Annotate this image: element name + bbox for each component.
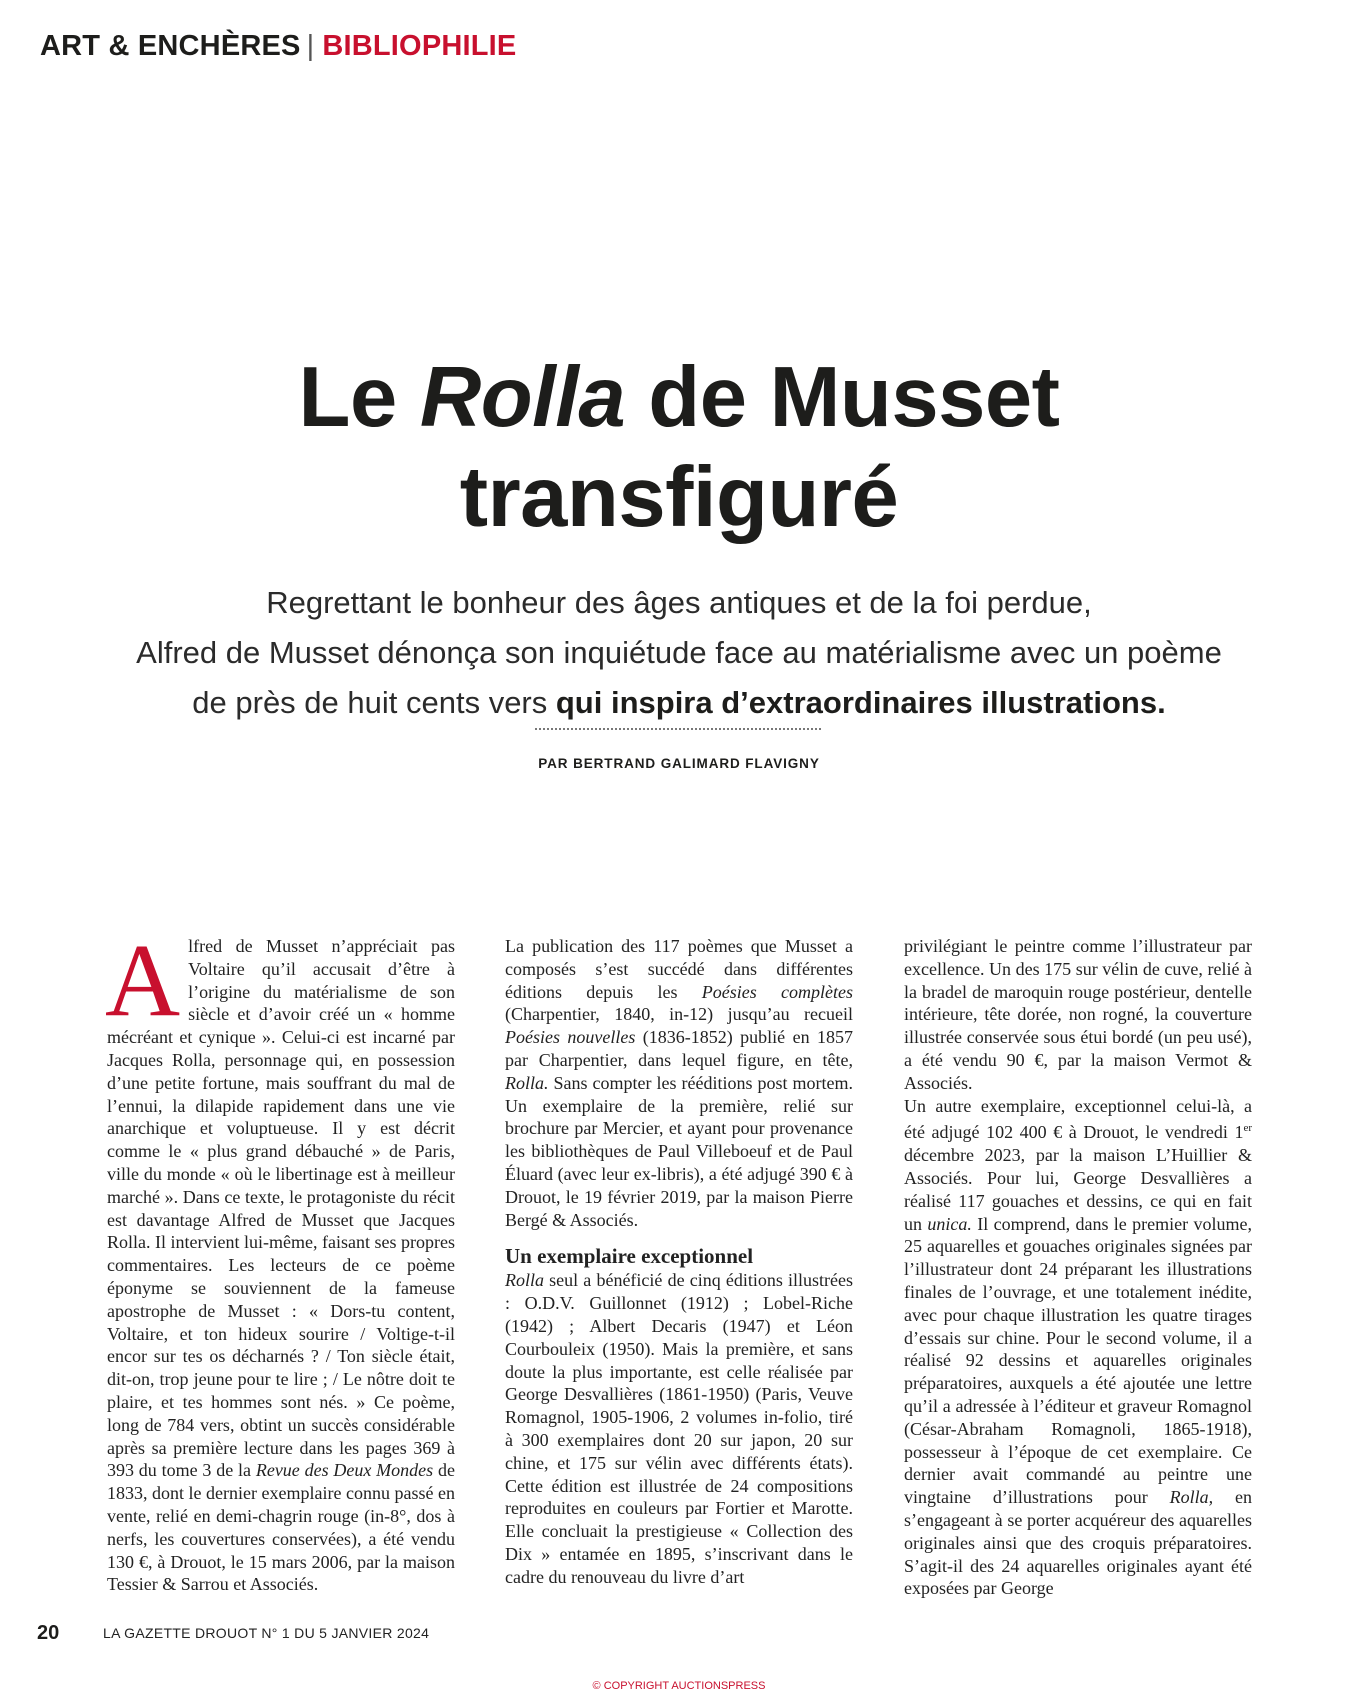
body-column-1 (105, 923, 455, 1596)
headline-part2: de Musset (625, 350, 1060, 445)
col2-text-a: La publication des 117 poèmes que Musset a composés s’est succédé dans différentes éditions depuis les (505, 936, 853, 1002)
body-column-2 (505, 935, 853, 1589)
standfirst-line2: Alfred de Musset dénonça son inquiétude face au matérialisme avec un poème (136, 635, 1222, 670)
standfirst-line1: Regrettant le bonheur des âges antiques et de la foi perdue, (266, 585, 1092, 620)
rubric-label: ART & ENCHÈRES (40, 30, 301, 62)
body-column-3 (904, 935, 1252, 1600)
headline-part1: Le (298, 350, 420, 445)
byline: PAR BERTRAND GALIMARD FLAVIGNY (538, 756, 820, 771)
col1-text: lfred de Musset n’appréciait pas Voltaire qu’il accusait d’être à l’origine du matérialisme de son siècle et d’avoir créé un « homme mécréant et cynique ». Celui-ci est incarné par Jacques Rolla, personnage qui, en possession d’une petite fortune, mais souffrant du mal de l’ennui, la dilapide rapidement dans une vie anarchique et voluptueuse. Il y est décrit comme le « plus grand débauché » de Paris, ville du monde « où le libertinage est à meilleur marché ». Dans ce texte, le protagoniste du récit est davantage Alfred de Musset que Jacques Rolla. Il intervient lui-même, faisant ses propres commentaires. Les lecteurs de ce poème éponyme se souviennent de la fameuse apostrophe de Musset : « Dors-tu content, Voltaire, et ton hideux sourire / Voltige-t-il encor sur tes os décharnés ? / Ton siècle était, dit-on, trop jeune pour te lire ; / Le nôtre doit te plaire, et tes hommes sont nés. » Ce poème, long de 784 vers, obtint un succès considérable après sa première lecture dans les pages 369 à 393 du tome 3 de la (107, 936, 455, 1481)
col3-paragraph-2 (904, 1095, 1252, 1601)
drop-cap: A (105, 923, 181, 1038)
col2-italic-4: Rolla (505, 1270, 544, 1291)
col3-text-b: Un autre exemplaire, exceptionnel celui-là, a été adjugé 102 400 € à Drouot, le vendredi 1 (904, 1095, 1252, 1143)
col2-italic-3: Rolla. (505, 1072, 549, 1093)
rubric-separator: | (306, 30, 315, 62)
col3-italic-2: Rolla, (1169, 1487, 1214, 1508)
standfirst-line3-bold: qui inspira d’extraordinaires illustrations. (555, 685, 1166, 720)
col3-text-d: Il comprend, dans le premier volume, 25 aquarelles et gouaches originales signées par l’illustrateur dont 24 préparant les illustrations finales de l’ouvrage, et une totalement inédite, avec pour chaque illustration les quatre tirages d’essais sur chine. Pour le second volume, il a réalisé 92 dessins et aquarelles originales préparatoires, auxquels a été ajoutée une lettre qu’il a adressée à l’éditeur et graveur Romagnol (César-Abraham Romagnoli, 1865-1918), possesseur à l’époque de cet exemplaire. Ce dernier avait commandé au peintre une vingtaine d’illustrations pour (904, 1213, 1252, 1508)
col2-paragraph-2 (505, 1269, 853, 1588)
col2-text-b: (Charpentier, 1840, in-12) jusqu’au recueil (505, 1004, 853, 1025)
col3-text-e: en s’engageant à se porter acquéreur des aquarelles originales ainsi que des croquis préparatoires. S’agit-il des 24 aquarelles originales ayant été exposées par George (904, 1487, 1252, 1599)
article-headline (0, 348, 1358, 548)
col1-italic: Revue des Deux Mondes (255, 1460, 434, 1481)
col2-italic-2: Poésies nouvelles (505, 1027, 636, 1048)
subrubric-label: BIBLIOPHILIE (322, 30, 517, 62)
publication-line: LA GAZETTE DROUOT N° 1 DU 5 JANVIER 2024 (103, 1625, 430, 1641)
subheading: Un exemplaire exceptionnel (505, 1244, 754, 1269)
headline-italic-title: Rolla (419, 350, 626, 445)
col2-text-e: seul a bénéficié de cinq éditions illustrées : O.D.V. Guillonnet (1912) ; Lobel-Riche (1942) ; Albert Decaris (1947) et Léon Courbouleix (1950). Mais la première, et sans doute la plus importante, est celle réalisée par George Desvallières (1861-1950) (Paris, Veuve Romagnol, 1905-1906, 2 volumes in-folio, tiré à 300 exemplaires dont 20 sur japon, 20 sur chine, et 175 sur vélin avec différents états). Cette édition est illustrée de 24 compositions reproduites en couleurs par Fortier et Marotte. Elle concluait la prestigieuse « Collection des Dix » entamée en 1895, s’inscrivant dans le cadre du renouveau du livre d’art (505, 1270, 853, 1587)
dotted-divider (535, 728, 821, 730)
col2-text-d: Sans compter les rééditions post mortem. Un exemplaire de la première, relié sur brochure par Mercier, et ayant pour provenance les bibliothèques de Paul Villeboeuf et de Paul Éluard (avec leur ex-libris), a été adjugé 390 € à Drouot, le 19 février 2019, par la maison Pierre Bergé & Associés. (505, 1072, 853, 1230)
copyright-notice: © COPYRIGHT AUCTIONSPRESS (592, 1680, 766, 1692)
page-number: 20 (37, 1622, 60, 1644)
standfirst-line3: de près de huit cents vers (192, 685, 556, 720)
section-rubric (40, 30, 516, 63)
col2-text-c: (1836-1852) publié en 1857 par Charpentier, dans lequel figure, en tête, (505, 1027, 853, 1070)
col3-paragraph-1: privilégiant le peintre comme l’illustrateur par excellence. Un des 175 sur vélin de cuve, relié à la bradel de maroquin rouge postérieur, dentelle intérieure, tête dorée, non rogné, la couverture illustrée conservée sous étui bordé (un peu usé), a été vendu 90 €, par la maison Vermot & Associés. (904, 936, 1252, 1093)
col1-text-end: de 1833, dont le dernier exemplaire connu passé en vente, relié en demi-chagrin rouge (in-8°, dos à nerfs, les couvertures conservées), a été vendu 130 €, à Drouot, le 15 mars 2006, par la maison Tessier & Sarrou et Associés. (107, 1460, 455, 1595)
headline-line2: transfiguré (459, 450, 899, 545)
col3-text-c: décembre 2023, par la maison L’Huillier & Associés. Pour lui, George Desvallières a réalisé 117 gouaches et dessins, ce qui en fait un (904, 1145, 1252, 1234)
article-standfirst (60, 578, 1298, 728)
col3-italic-1: unica. (927, 1213, 972, 1234)
col2-italic-1: Poésies complètes (701, 981, 853, 1002)
col3-superscript: er (1243, 1122, 1252, 1135)
col2-paragraph-1 (505, 935, 853, 1231)
